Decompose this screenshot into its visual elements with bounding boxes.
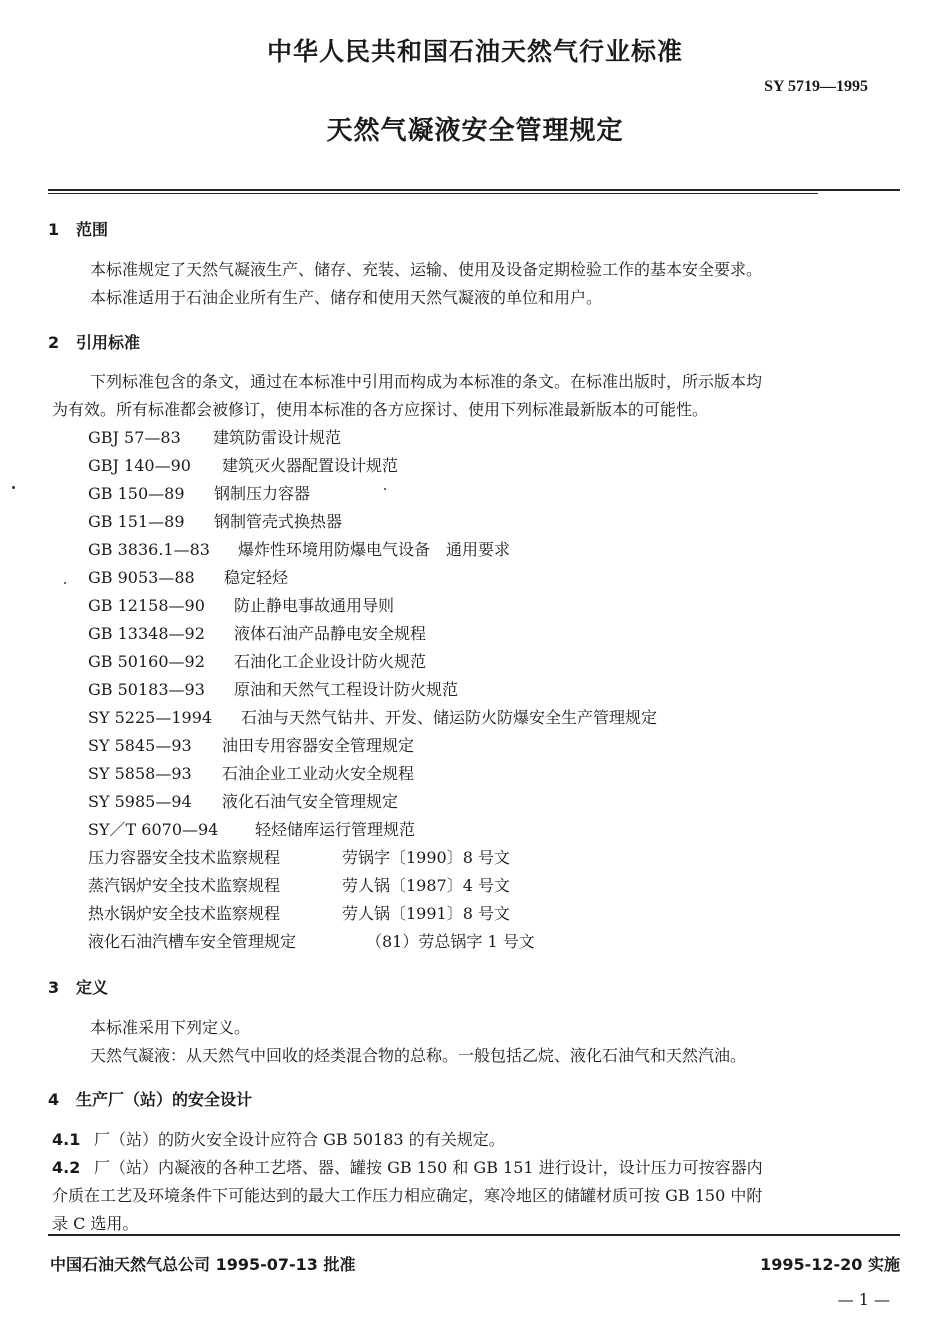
scan-speck bbox=[12, 486, 15, 489]
reference-item bbox=[88, 481, 310, 504]
clause-text: 厂（站）内凝液的各种工艺塔、器、罐按 GB 150 和 GB 151 进行设计，设计压力可按容器内 bbox=[94, 1158, 763, 1177]
section-4-heading bbox=[48, 1087, 252, 1110]
clause-number: 4.2 bbox=[52, 1158, 81, 1177]
document-title: 天然气凝液安全管理规定 bbox=[326, 116, 624, 146]
reference-code: 热水锅炉安全技术监察规程 bbox=[88, 904, 281, 923]
reference-item bbox=[88, 593, 394, 616]
reference-name: 石油与天然气钻井、开发、储运防火防爆安全生产管理规定 bbox=[241, 708, 658, 727]
reference-name: 液化石油气安全管理规定 bbox=[222, 792, 399, 811]
reference-item bbox=[88, 789, 398, 812]
section-number: 1 bbox=[48, 220, 60, 239]
reference-code: GB 150—89 bbox=[88, 484, 185, 503]
scan-speck bbox=[64, 582, 66, 584]
reference-name: 石油化工企业设计防火规范 bbox=[234, 652, 427, 671]
reference-code: SY／T 6070—94 bbox=[88, 820, 219, 839]
section-number: 3 bbox=[48, 978, 60, 997]
reference-item bbox=[88, 649, 426, 672]
paragraph: 下列标准包含的条文，通过在本标准中引用而构成为本标准的条文。在标准出版时，所示版本均 bbox=[90, 372, 763, 391]
organization-title: 中华人民共和国石油天然气行业标准 bbox=[266, 37, 683, 66]
paragraph: 本标准规定了天然气凝液生产、储存、充装、运输、使用及设备定期检验工作的基本安全要求。 bbox=[90, 260, 763, 279]
reference-name: 原油和天然气工程设计防火规范 bbox=[234, 680, 459, 699]
reference-name: 劳人锅〔1991〕8 号文 bbox=[342, 904, 510, 923]
reference-code: GB 50160—92 bbox=[88, 652, 205, 671]
reference-code: GB 50183—93 bbox=[88, 680, 205, 699]
reference-code: SY 5858—93 bbox=[88, 764, 192, 783]
reference-code: GB 151—89 bbox=[88, 512, 185, 531]
clause-4-2 bbox=[52, 1155, 763, 1178]
reference-item bbox=[88, 537, 510, 560]
reference-item bbox=[88, 845, 510, 868]
reference-item bbox=[88, 453, 398, 476]
reference-item bbox=[88, 425, 341, 448]
reference-name: 防止静电事故通用导则 bbox=[234, 596, 395, 615]
section-title: 范围 bbox=[76, 220, 109, 239]
reference-code: SY 5985—94 bbox=[88, 792, 192, 811]
section-3-heading bbox=[48, 975, 108, 998]
reference-item bbox=[88, 621, 426, 644]
section-title: 生产厂（站）的安全设计 bbox=[76, 1090, 253, 1109]
reference-name: 稳定轻烃 bbox=[224, 568, 289, 587]
reference-name: 钢制压力容器 bbox=[214, 484, 311, 503]
clause-number: 4.1 bbox=[52, 1130, 81, 1149]
header-rule-secondary bbox=[48, 193, 818, 194]
reference-name: 轻烃储库运行管理规范 bbox=[255, 820, 416, 839]
reference-name: 油田专用容器安全管理规定 bbox=[222, 736, 415, 755]
reference-name: 劳人锅〔1987〕4 号文 bbox=[342, 876, 510, 895]
reference-code: GBJ 57—83 bbox=[88, 428, 181, 447]
section-title: 定义 bbox=[76, 978, 109, 997]
paragraph: 录 C 选用。 bbox=[52, 1214, 139, 1233]
reference-name: 液体石油产品静电安全规程 bbox=[234, 624, 427, 643]
page-number: — 1 — bbox=[837, 1290, 890, 1309]
reference-code: GB 13348—92 bbox=[88, 624, 205, 643]
reference-code: GB 3836.1—83 bbox=[88, 540, 210, 559]
reference-code: GBJ 140—90 bbox=[88, 456, 191, 475]
reference-name: 钢制管壳式换热器 bbox=[214, 512, 343, 531]
reference-item bbox=[88, 733, 414, 756]
reference-item bbox=[88, 705, 657, 728]
footer-rule bbox=[48, 1234, 900, 1236]
reference-code: SY 5225—1994 bbox=[88, 708, 213, 727]
reference-code: SY 5845—93 bbox=[88, 736, 192, 755]
reference-item bbox=[88, 761, 414, 784]
effective-date: 1995-12-20 实施 bbox=[760, 1255, 900, 1274]
reference-item bbox=[88, 565, 288, 588]
section-title: 引用标准 bbox=[76, 333, 141, 352]
reference-name: 劳锅字〔1990〕8 号文 bbox=[342, 848, 510, 867]
clause-text: 厂（站）的防火安全设计应符合 GB 50183 的有关规定。 bbox=[94, 1130, 505, 1149]
reference-item bbox=[88, 509, 342, 532]
reference-item bbox=[88, 677, 458, 700]
reference-code: 液化石油汽槽车安全管理规定 bbox=[88, 932, 297, 951]
paragraph: 本标准采用下列定义。 bbox=[90, 1018, 251, 1037]
reference-item bbox=[88, 817, 415, 840]
paragraph: 本标准适用于石油企业所有生产、储存和使用天然气凝液的单位和用户。 bbox=[90, 288, 603, 307]
section-1-heading bbox=[48, 217, 108, 240]
reference-name: 爆炸性环境用防爆电气设备 通用要求 bbox=[238, 540, 511, 559]
reference-name: 建筑灭火器配置设计规范 bbox=[222, 456, 399, 475]
section-2-heading bbox=[48, 330, 140, 353]
paragraph: 为有效。所有标准都会被修订，使用本标准的各方应探讨、使用下列标准最新版本的可能性。 bbox=[52, 400, 709, 419]
standard-code: SY 5719—1995 bbox=[764, 78, 868, 95]
reference-code: 压力容器安全技术监察规程 bbox=[88, 848, 281, 867]
reference-name: 石油企业工业动火安全规程 bbox=[222, 764, 415, 783]
reference-item bbox=[88, 901, 510, 924]
clause-4-1 bbox=[52, 1127, 505, 1150]
scan-speck bbox=[384, 488, 386, 490]
reference-item bbox=[88, 873, 510, 896]
section-number: 2 bbox=[48, 333, 60, 352]
paragraph: 天然气凝液：从天然气中回收的烃类混合物的总称。一般包括乙烷、液化石油气和天然汽油。 bbox=[90, 1046, 747, 1065]
approval-note: 中国石油天然气总公司 1995-07-13 批准 bbox=[50, 1255, 356, 1274]
reference-name: （81）劳总锅字 1 号文 bbox=[366, 932, 535, 951]
reference-code: GB 12158—90 bbox=[88, 596, 205, 615]
header-rule bbox=[48, 189, 900, 191]
section-number: 4 bbox=[48, 1090, 60, 1109]
paragraph: 介质在工艺及环境条件下可能达到的最大工作压力相应确定，寒冷地区的储罐材质可按 GB 150 中附 bbox=[52, 1186, 763, 1205]
reference-item bbox=[88, 929, 535, 952]
reference-code: 蒸汽锅炉安全技术监察规程 bbox=[88, 876, 281, 895]
reference-name: 建筑防雷设计规范 bbox=[213, 428, 342, 447]
reference-code: GB 9053—88 bbox=[88, 568, 195, 587]
